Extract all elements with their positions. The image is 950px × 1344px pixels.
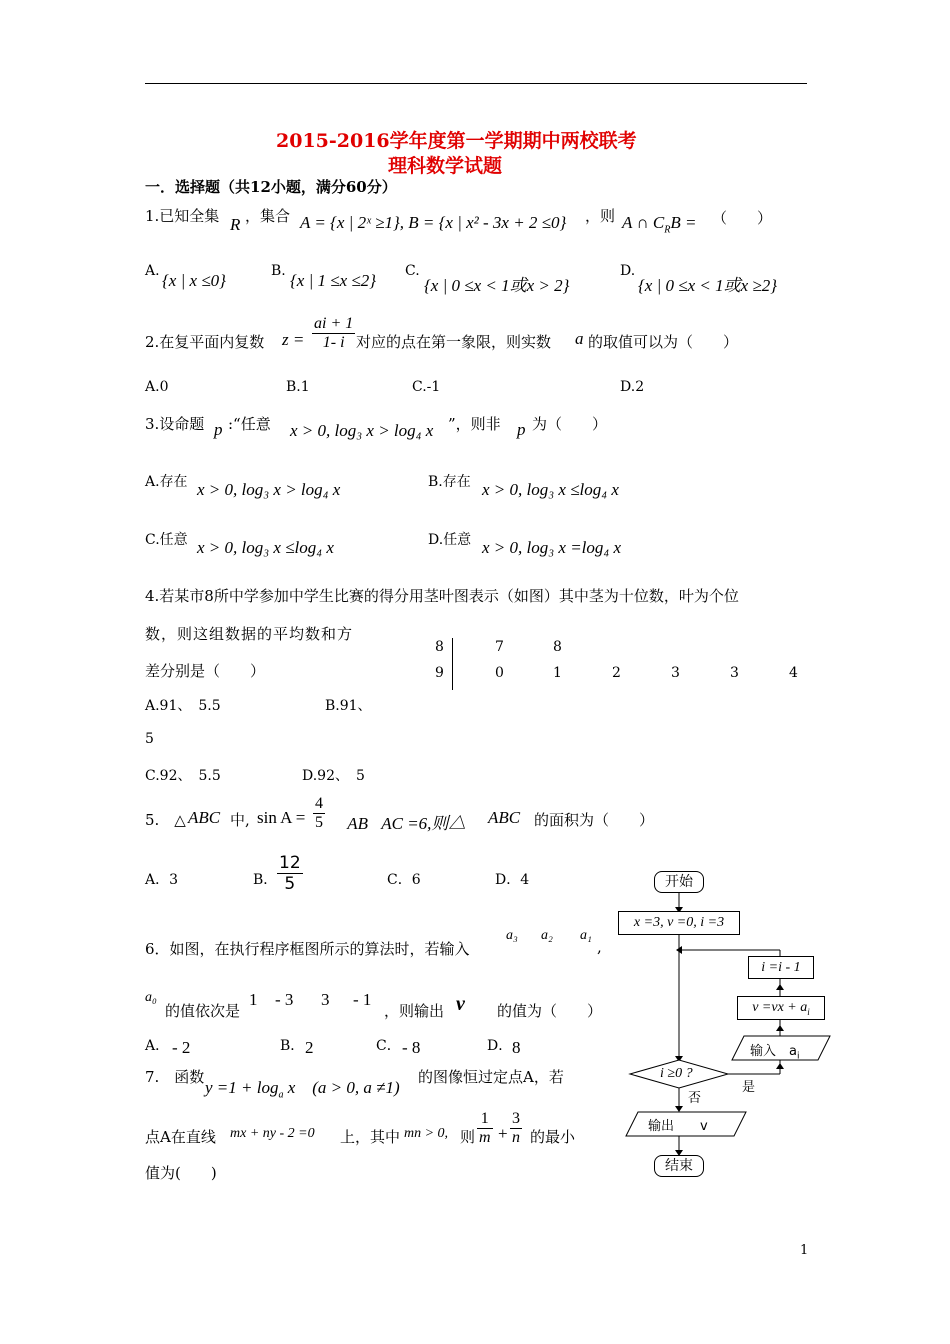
- q3-text-c: ”，则非: [448, 415, 501, 433]
- q5-option-c: C．6: [387, 872, 421, 888]
- q4-option-b: B.91、: [325, 698, 372, 714]
- q3-expr: x > 0, log₃ x > log₄ x: [290, 421, 434, 440]
- q6-option-a: - 2: [172, 1038, 191, 1057]
- q3-option-a-label: A.存在: [145, 474, 188, 490]
- stem-9: 9: [435, 665, 444, 681]
- q6-option-a-label: A．: [145, 1038, 170, 1054]
- flowchart-lines: [620, 860, 840, 1190]
- q2-a: a: [575, 329, 584, 348]
- flowchart-no: 否: [688, 1091, 702, 1106]
- title-line-2: 理科数学试题: [388, 155, 503, 177]
- flowchart-condition: i ≥0 ?: [660, 1066, 693, 1081]
- q1-paren: （ ）: [712, 209, 773, 227]
- q3-p: p: [214, 420, 223, 439]
- stem-leaf-divider: [452, 638, 453, 690]
- q5-denominator: 5: [315, 814, 323, 831]
- leaf-9-3: 2: [612, 665, 621, 681]
- q1-option-b-label: B.: [271, 263, 286, 279]
- q5-fraction: [313, 795, 325, 832]
- q2-numerator: ai + 1: [314, 315, 354, 332]
- q2-option-b: B.1: [286, 379, 310, 395]
- leaf-9-4: 3: [671, 665, 680, 681]
- q5-numerator: 4: [315, 795, 323, 812]
- q1-option-b: {x | 1 ≤x ≤2}: [290, 271, 377, 290]
- title-line-1: 2015-2016学年度第一学期期中两校联考: [276, 130, 637, 152]
- q2-denominator: 1- i: [322, 334, 345, 351]
- q7-text-a: 7. 函数: [145, 1068, 205, 1086]
- page-number: 1: [800, 1243, 809, 1258]
- q5-expr: ，AB⃞AC =6,则△: [334, 814, 466, 833]
- q6-val-4: - 1: [353, 990, 372, 1009]
- q3-p2: p: [517, 420, 526, 439]
- q6-comma: ,: [597, 938, 602, 956]
- q2-option-a: A.0: [145, 379, 169, 395]
- q6-v: v: [456, 993, 465, 1015]
- flowchart-start: 开始: [654, 871, 704, 893]
- stem-8: 8: [435, 639, 444, 655]
- q6-option-c: - 8: [402, 1038, 421, 1057]
- q5-abc2: ABC: [488, 808, 521, 827]
- q1-text-c: ，则: [585, 207, 616, 225]
- q7-text-b: 的图像恒过定点A，若: [418, 1068, 564, 1086]
- q6-option-d: 8: [512, 1038, 521, 1057]
- q2-option-d: D.2: [620, 379, 645, 395]
- q2-text-a: 2.在复平面内复数: [145, 333, 265, 351]
- q7-expr: $y =1 + \log_a x$ (a > 0, a ≠1): [205, 1078, 400, 1101]
- q1-option-d-label: D.: [620, 263, 636, 279]
- q3-option-d: x > 0, log₃ x =log₄ x: [482, 538, 622, 557]
- flowchart-input: 输入 $a_i$: [750, 1044, 800, 1062]
- q3-option-a: x > 0, log₃ x > log₄ x: [197, 480, 341, 499]
- q7-line-expr: mx + ny - 2 =0: [230, 1126, 315, 1141]
- q3-text-b: :“任意: [228, 415, 271, 433]
- q5-sinA: sin A =: [257, 808, 306, 827]
- q4-line-1: 4.若某市8所中学参加中学生比赛的得分用茎叶图表示（如图）其中茎为十位数，叶为个位: [145, 587, 739, 605]
- leaf-8-2: 8: [553, 639, 562, 655]
- q1-text-b: ，集合: [245, 207, 291, 225]
- q3-option-b: x > 0, log₃ x ≤log₄ x: [482, 480, 619, 499]
- q4-option-b-cont: 5: [145, 731, 154, 747]
- leaf-9-5: 3: [730, 665, 739, 681]
- leaf-9-1: 0: [495, 665, 504, 681]
- q5-option-a: A．3: [145, 872, 179, 888]
- q1-text-a: 1.已知全集: [145, 207, 220, 225]
- q7-frac-2: $\frac{3}{n}$: [512, 1110, 520, 1146]
- q7-line2-b: 上，其中: [340, 1128, 401, 1146]
- q4-option-c: C.92、 5.5: [145, 768, 221, 784]
- q4-line-3: 差分别是（ ）: [145, 662, 266, 680]
- q2-text-b: 对应的点在第一象限，则实数: [356, 333, 552, 351]
- q5-abc: ABC: [188, 808, 221, 827]
- q7-plus: +: [498, 1124, 508, 1143]
- q4-option-d: D.92、 5: [302, 768, 365, 784]
- q5-text-a: 5. △: [145, 811, 186, 829]
- q6-text-b: 的值依次是: [165, 1002, 241, 1020]
- q6-val-3: 3: [321, 990, 330, 1009]
- q3-text-d: 为（ ）: [532, 415, 608, 433]
- q6-a3: a₃: [506, 928, 518, 943]
- q7-line-3: 值为( ): [145, 1164, 217, 1182]
- q5-option-b-label: B．: [253, 872, 278, 888]
- q1-sets: A = {x | 2ˣ ≥1}, B = {x | x² - 3x + 2 ≤0}: [300, 213, 567, 232]
- q1-option-d: {x | 0 ≤x < 1或x ≥2}: [638, 276, 778, 295]
- q3-option-d-label: D.任意: [428, 532, 472, 548]
- flowchart-end: 结束: [654, 1155, 704, 1177]
- q6-option-c-label: C．: [376, 1038, 401, 1054]
- q6-text-a: 6．如图，在执行程序框图所示的算法时，若输入: [145, 940, 470, 958]
- q4-option-a: A.91、 5.5: [145, 698, 221, 714]
- q6-val-1: 1: [249, 990, 258, 1009]
- q5-text-c: 的面积为（ ）: [534, 811, 655, 829]
- q6-a1: a₁: [580, 928, 592, 943]
- q6-option-b: 2: [305, 1038, 314, 1057]
- flowchart-init: x =3, v =0, i =3: [618, 911, 740, 935]
- q6-text-c: ，则输出: [384, 1002, 445, 1020]
- q7-line2-d: 的最小: [530, 1128, 576, 1146]
- q5-option-b-fraction: $\frac{12}{5}$: [279, 853, 301, 894]
- header-rule: [145, 83, 807, 84]
- q1-option-a: {x | x ≤0}: [162, 271, 226, 290]
- q5-option-d: D．4: [495, 872, 530, 888]
- leaf-9-2: 1: [553, 665, 562, 681]
- q2-option-c: C.-1: [412, 379, 441, 395]
- q4-line-2: 数，则这组数据的平均数和方: [145, 625, 354, 643]
- q2-text-c: 的取值可以为（ ）: [588, 333, 739, 351]
- q6-a0: a₀: [145, 990, 157, 1005]
- q1-R: R: [230, 215, 241, 234]
- q7-frac-1: $\frac{1}{m}$: [479, 1110, 491, 1146]
- flowchart-decrement: i =i - 1: [748, 956, 814, 979]
- q6-a2: a₂: [541, 928, 553, 943]
- q6-val-2: - 3: [275, 990, 294, 1009]
- q3-text-a: 3.设命题: [145, 415, 205, 433]
- flowchart-update: $v =vx + a_i$: [737, 996, 825, 1020]
- q7-cond: mn > 0,: [404, 1126, 449, 1141]
- flowchart-yes: 是: [742, 1080, 756, 1095]
- q1-expr: A ∩ $C_RB$ =: [622, 213, 697, 236]
- leaf-9-6: 4: [789, 665, 798, 681]
- q1-option-a-label: A.: [145, 263, 160, 279]
- q6-option-b-label: B．: [280, 1038, 305, 1054]
- q3-option-b-label: B.存在: [428, 474, 471, 490]
- q6-option-d-label: D．: [487, 1038, 513, 1054]
- q3-option-c: x > 0, log₃ x ≤log₄ x: [197, 538, 334, 557]
- q5-text-b: 中,: [230, 811, 250, 829]
- q2-z: z =: [282, 330, 305, 349]
- q3-option-c-label: C.任意: [145, 532, 188, 548]
- q7-line2-c: 则: [460, 1128, 476, 1146]
- section-heading: 一．选择题（共12小题，满分60分）: [145, 178, 397, 196]
- flowchart-output: 输出 v: [648, 1119, 708, 1134]
- leaf-8-1: 7: [495, 639, 504, 655]
- q1-option-c-label: C.: [405, 263, 420, 279]
- q6-text-d: 的值为（ ）: [497, 1002, 603, 1020]
- q7-line2-a: 点A在直线: [145, 1128, 216, 1146]
- q1-option-c: {x | 0 ≤x < 1或x > 2}: [424, 276, 570, 295]
- q2-fraction: [312, 315, 355, 352]
